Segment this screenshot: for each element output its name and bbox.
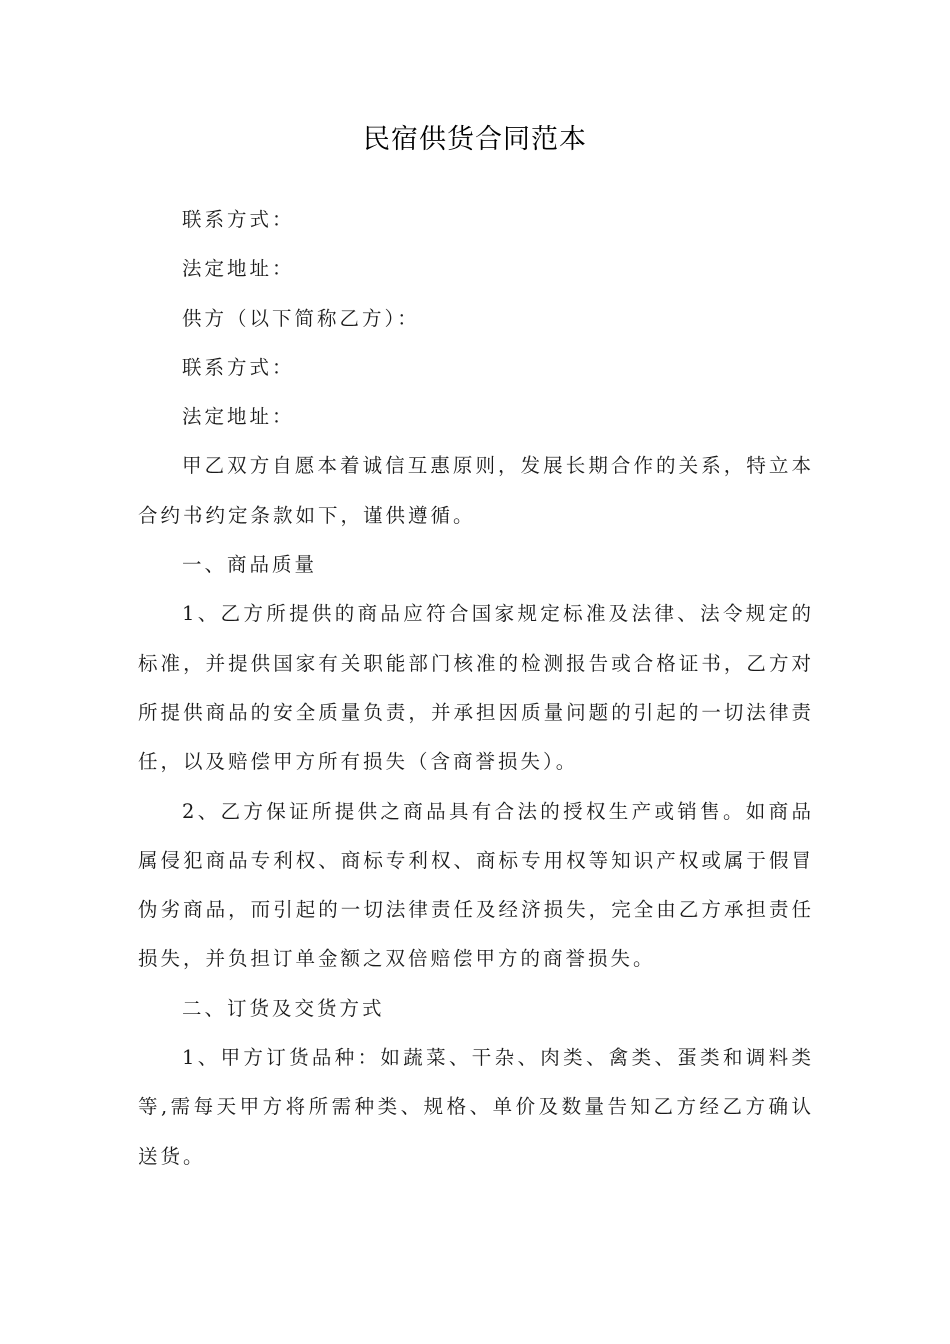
section-heading-ordering-delivery: 二、订货及交货方式 xyxy=(182,996,385,1020)
document-title: 民宿供货合同范本 xyxy=(363,124,587,155)
party-b-address-line: 法定地址： xyxy=(182,405,295,429)
clause-legal-authorization: 2、乙方保证所提供之商品具有合法的授权生产或销售。如商品属侵犯商品专利权、商标专利权、商标专用权等知识产权或属于假冒伪劣商品，而引起的一切法律责任及经济损失，完全由乙方承担责任损失，并负担订单金额之双倍赔偿甲方的商誉损失。 xyxy=(138,799,814,971)
clause-order-varieties: 1、甲方订货品种：如蔬菜、干杂、肉类、禽类、蛋类和调料类等,需每天甲方将所需种类、规格、单价及数量告知乙方经乙方确认送货。 xyxy=(138,1046,814,1168)
party-a-address-line: 法定地址： xyxy=(182,257,295,281)
section-heading-product-quality: 一、商品质量 xyxy=(182,553,318,577)
clause-quality-standards: 1、乙方所提供的商品应符合国家规定标准及法律、法令规定的标准，并提供国家有关职能部门核准的检测报告或合格证书，乙方对所提供商品的安全质量负责，并承担因质量问题的引起的一切法律责任，以及赔偿甲方所有损失（含商誉损失）。 xyxy=(138,602,814,774)
supplier-party-line: 供方（以下简称乙方）： xyxy=(182,306,420,330)
party-b-contact-line: 联系方式： xyxy=(182,355,295,379)
preamble-paragraph: 甲乙双方自愿本着诚信互惠原则，发展长期合作的关系，特立本合约书约定条款如下，谨供遵循。 xyxy=(138,454,814,527)
document-body xyxy=(138,195,814,1181)
party-a-contact-line: 联系方式： xyxy=(182,208,295,231)
